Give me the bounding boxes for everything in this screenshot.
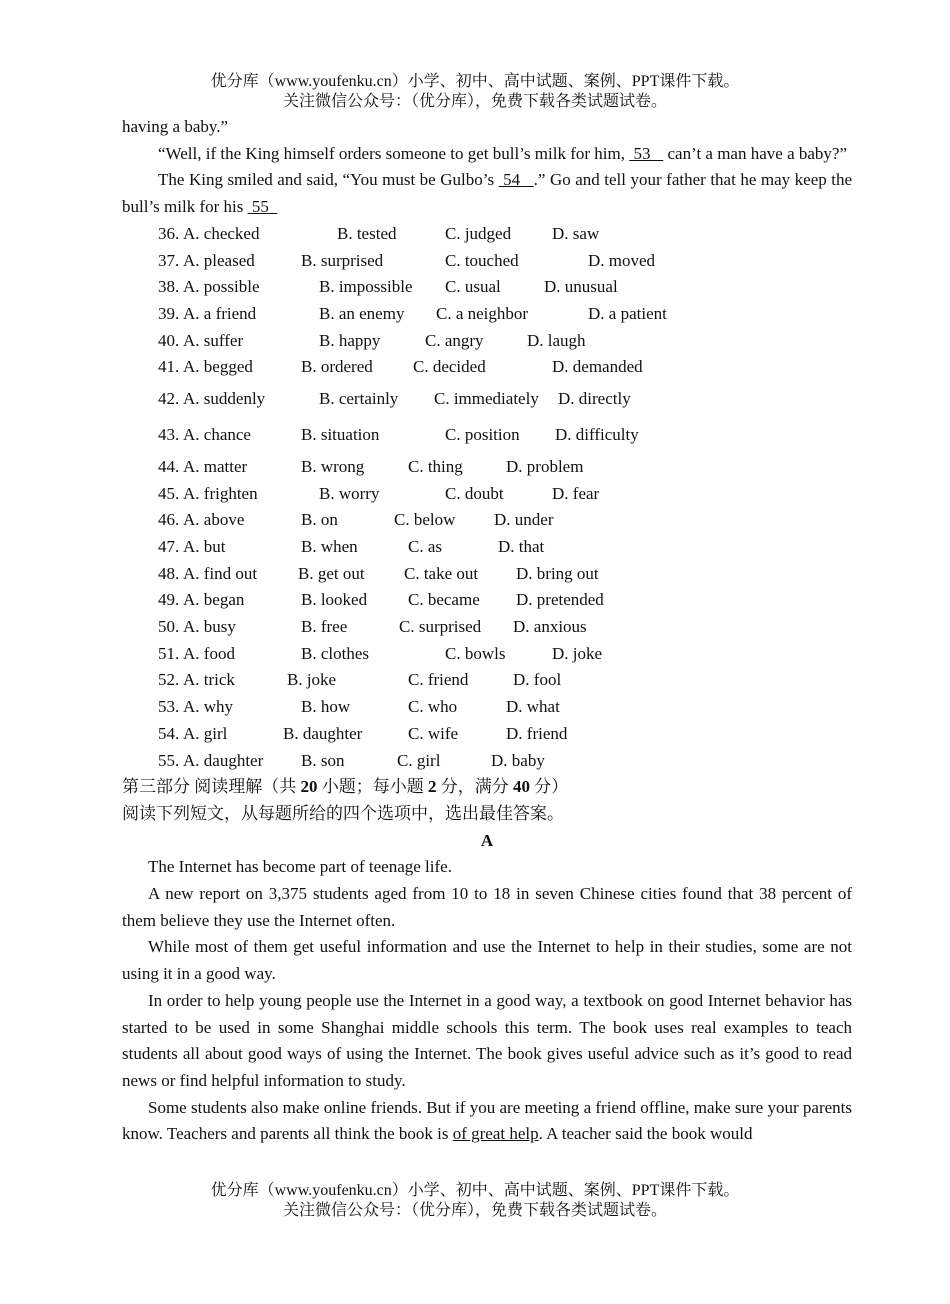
question-number: 44. (158, 456, 180, 476)
option-d: D. a patient (588, 303, 667, 323)
question-row (122, 381, 852, 418)
option-a: A. girl (183, 723, 228, 743)
option-b: B. wrong (301, 456, 365, 476)
footer-line-1: 优分库（www.youfenku.cn）小学、初中、高中试题、案例、PPT课件下载。 (210, 1182, 740, 1199)
option-b: B. daughter (283, 723, 363, 743)
option-b: B. on (301, 510, 338, 530)
option-a: A. daughter (183, 750, 264, 770)
question-number: 42. (158, 388, 180, 408)
option-a: A. pleased (183, 250, 255, 270)
question-row (122, 641, 852, 668)
question-number: 53. (158, 697, 180, 717)
option-b: B. clothes (301, 643, 369, 663)
option-a: A. busy (183, 617, 236, 637)
blank-54: 54 (498, 170, 534, 190)
option-c: C. below (394, 510, 456, 530)
option-c: C. bowls (445, 643, 506, 663)
question-row (122, 748, 852, 775)
option-a: A. matter (183, 456, 248, 476)
passage-paragraph: In order to help young people use the Internet in a good way, a textbook on good Internet behavior has started to be used in some Shanghai middle schools this term. The book uses real examples to teach students all about good ways of using the Internet. The book gives useful advice such as it’s good to read news or find helpful information to study. (122, 990, 852, 1090)
option-a: A. possible (183, 277, 260, 297)
option-a: A. frighten (183, 483, 258, 503)
header-line-1: 优分库（www.youfenku.cn）小学、初中、高中试题、案例、PPT课件下载。 (210, 73, 740, 90)
option-b: B. son (301, 750, 345, 770)
question-row (122, 221, 852, 248)
option-d: D. that (498, 537, 545, 556)
option-d: D. pretended (516, 590, 604, 610)
option-d: D. fear (552, 483, 600, 503)
option-d: D. what (506, 697, 560, 717)
option-d: D. difficulty (555, 425, 639, 445)
option-b: B. ordered (301, 357, 373, 377)
option-b: B. worry (319, 483, 380, 503)
underlined-phrase: of great help (452, 1124, 539, 1144)
question-number: 46. (158, 510, 180, 530)
option-c: C. angry (425, 330, 484, 350)
passage-paragraph: The Internet has become part of teenage life. (148, 857, 452, 877)
option-a: A. suffer (183, 330, 244, 350)
option-d: D. moved (588, 250, 656, 270)
question-row (122, 354, 852, 381)
question-row (122, 301, 852, 328)
document-body (122, 114, 852, 1148)
option-c: C. usual (445, 277, 501, 297)
option-a: A. why (183, 697, 234, 717)
passage-paragraph: Some students also make online friends. But if you are meeting a friend offline, make sure your parents know. Teachers and parents all think the book is of great help. A teacher said the book would (122, 1097, 852, 1144)
option-d: D. saw (552, 223, 600, 243)
question-number: 39. (158, 303, 180, 323)
option-b: B. surprised (301, 250, 384, 270)
question-row (122, 614, 852, 641)
option-d: D. demanded (552, 357, 643, 377)
option-c: C. doubt (445, 483, 504, 503)
question-number: 54. (158, 723, 180, 743)
passage-label: A (480, 830, 494, 850)
question-list (122, 221, 852, 774)
option-b: B. when (301, 537, 358, 556)
option-b: B. joke (287, 670, 337, 690)
option-b: B. free (301, 617, 348, 637)
option-a: A. trick (183, 670, 235, 690)
option-b: B. impossible (319, 277, 413, 297)
question-row (122, 587, 852, 614)
question-row (122, 561, 852, 588)
question-number: 50. (158, 617, 180, 637)
option-b: B. tested (337, 223, 397, 243)
option-a: A. food (183, 643, 235, 663)
option-a: A. chance (183, 425, 251, 445)
question-number: 49. (158, 590, 180, 610)
question-row (122, 481, 852, 508)
option-c: C. as (408, 537, 442, 556)
option-a: A. suddenly (183, 388, 266, 408)
header-line-2: 关注微信公众号：（优分库），免费下载各类试题试卷。 (282, 93, 667, 110)
option-c: C. judged (445, 223, 512, 243)
option-c: C. who (408, 697, 458, 717)
option-b: B. how (301, 697, 351, 717)
question-number: 40. (158, 330, 180, 350)
question-row (122, 417, 852, 454)
question-number: 51. (158, 643, 180, 663)
option-b: B. certainly (319, 388, 399, 408)
option-c: C. thing (408, 456, 463, 476)
question-number: 55. (158, 750, 180, 770)
option-a: A. a friend (183, 303, 257, 323)
option-a: A. but (183, 537, 226, 556)
option-c: C. take out (404, 563, 479, 583)
option-d: D. unusual (544, 277, 618, 297)
question-number: 47. (158, 537, 180, 556)
question-number: 52. (158, 670, 180, 690)
question-row (122, 667, 852, 694)
option-c: C. wife (408, 723, 459, 743)
question-number: 45. (158, 483, 180, 503)
option-b: B. an enemy (319, 303, 405, 323)
question-number: 37. (158, 250, 180, 270)
option-c: C. a neighbor (436, 303, 529, 323)
option-c: C. girl (397, 750, 441, 770)
question-row (122, 328, 852, 355)
section-instruction: 阅读下列短文，从每题所给的四个选项中，选出最佳答案。 (122, 803, 564, 823)
option-d: D. laugh (527, 330, 586, 350)
option-c: C. immediately (434, 388, 539, 408)
option-b: B. situation (301, 425, 380, 445)
cloze-paragraph-2: “Well, if the King himself orders someone to get bull’s milk for him, 53 can’t a man have a baby?” (158, 143, 848, 163)
footer-line-2: 关注微信公众号：（优分库），免费下载各类试题试卷。 (282, 1202, 667, 1219)
option-c: C. position (445, 425, 520, 445)
option-c: C. touched (445, 250, 519, 270)
option-c: C. surprised (399, 617, 482, 637)
section-title: 第三部分 阅读理解（共 20 小题；每小题 2 分，满分 40 分） (122, 777, 569, 797)
option-b: B. happy (319, 330, 381, 350)
option-b: B. get out (298, 563, 365, 583)
option-d: D. baby (491, 750, 545, 770)
option-c: C. friend (408, 670, 469, 690)
passage-paragraph: While most of them get useful information and use the Internet to help in their studies, some are not using it in a good way. (122, 937, 852, 984)
option-d: D. under (494, 510, 554, 530)
option-d: D. fool (513, 670, 562, 690)
cloze-paragraph-1: having a baby.” (122, 117, 229, 136)
option-a: A. checked (183, 223, 260, 243)
option-d: D. bring out (516, 563, 599, 583)
option-d: D. problem (506, 456, 584, 476)
question-row (122, 274, 852, 301)
blank-53: 53 (629, 143, 664, 163)
option-d: D. joke (552, 643, 603, 663)
question-row (122, 507, 852, 534)
option-d: D. friend (506, 723, 568, 743)
option-d: D. directly (558, 388, 631, 408)
option-c: C. became (408, 590, 480, 610)
option-a: A. begged (183, 357, 253, 377)
page-footer (0, 1181, 950, 1221)
option-a: A. find out (183, 563, 258, 583)
option-a: A. began (183, 590, 245, 610)
question-row (122, 721, 852, 748)
question-number: 48. (158, 563, 180, 583)
question-row (122, 694, 852, 721)
question-number: 36. (158, 223, 180, 243)
question-row (122, 248, 852, 275)
cloze-paragraph-3: The King smiled and said, “You must be Gulbo’s 54 .” Go and tell your father that he may keep the bull’s milk for his 55 (122, 170, 853, 217)
question-number: 38. (158, 277, 180, 297)
blank-55: 55 (247, 197, 278, 217)
question-number: 43. (158, 425, 180, 445)
question-row (122, 454, 852, 481)
option-a: A. above (183, 510, 245, 530)
option-d: D. anxious (513, 617, 587, 637)
page-header (0, 72, 950, 112)
passage-paragraph: A new report on 3,375 students aged from 10 to 18 in seven Chinese cities found that 38 percent of them believe they use the Internet often. (122, 884, 852, 930)
option-c: C. decided (413, 357, 486, 377)
question-number: 41. (158, 357, 180, 377)
option-b: B. looked (301, 590, 368, 610)
question-row (122, 534, 852, 561)
